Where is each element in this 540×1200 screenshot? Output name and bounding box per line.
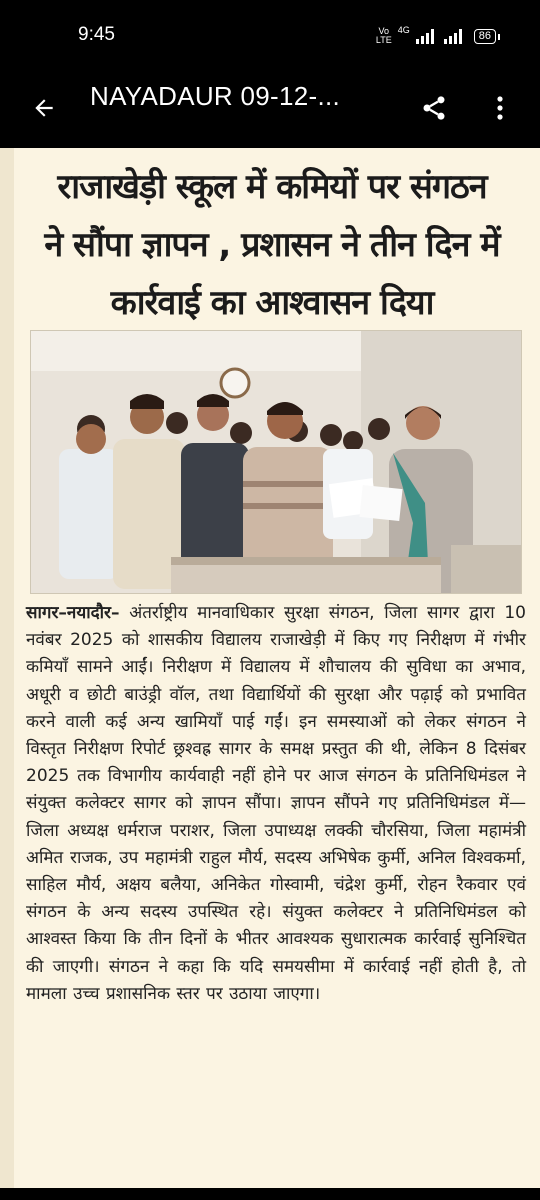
status-time: 9:45	[78, 24, 115, 45]
document-title: NAYADAUR 09-12-...	[90, 81, 341, 111]
article-dateline: सागर–नयादौर–	[26, 603, 120, 623]
headline-line-3: कार्रवाई का आश्वासन दिया	[110, 283, 434, 323]
app-bar	[0, 72, 540, 148]
back-button[interactable]	[26, 90, 62, 126]
more-vertical-icon	[496, 95, 504, 121]
share-button[interactable]	[414, 88, 454, 128]
article-text: अंतर्राष्ट्रीय मानवाधिकार सुरक्षा संगठन, जिला सागर द्वारा 10 नवंबर 2025 को शासकीय विद्यालय राजाखेड़ी में किए गए निरीक्षण में गंभीर कमियाँ सामने आईं। निरीक्षण में विद्यालय में शौचालय की सुविधा का अभाव, अधूरी व छोटी बाउंड्री वॉल, तथा विद्यार्थियों की सुरक्षा और पढ़ाई को प्रभावित करने वाली कई अन्य खामियाँ पाई गईं। इन समस्याओं को लेकर संगठन ने विस्तृत निरीक्षण रिपोर्ट छ्रश्वह्र सागर के समक्ष प्रस्तुत की थी, लेकिन 8 दिसंबर 2025 तक विभागीय कार्यवाही नहीं होने पर आज संगठन के प्रतिनिधिमंडल ने संयुक्त कलेक्टर सागर को ज्ञापन सौंपा। ज्ञापन सौंपने गए प्रतिनिधिमंडल में— जिला अध्यक्ष धर्मराज पराशर, जिला उपाध्यक्ष लक्की चौरसिया, जिला महामंत्री अमित राजक, उप महामंत्री राहुल मौर्य, सदस्य अभिषेक कुर्मी, अनिल विश्वकर्मा, साहिल मौर्य, अक्षय बलैया, अनिकेत गोस्वामी, चंद्रेश कुर्मी, रोहन रैकवार एवं संगठन के अन्य सदस्य उपस्थित रहे। संयुक्त कलेक्टर ने प्रतिनिधिमंडल को आश्वस्त किया कि तीन दिनों के भीतर आवश्यक सुधारात्मक कार्रवाई सुनिश्चित की जाएगी। संगठन ने कहा कि यदि समयसीमा में कार्रवाई नहीं होती है, तो मामला उच्च प्रशासनिक स्तर पर उठाया जाएगा।	[26, 603, 527, 1004]
status-icons	[376, 26, 496, 46]
battery-icon	[474, 29, 496, 44]
signal-strength-2-icon	[444, 28, 462, 44]
arrow-left-icon	[31, 95, 57, 121]
article-body	[26, 600, 526, 1008]
more-options-button[interactable]	[482, 88, 518, 128]
bottom-edge	[0, 1188, 540, 1200]
article-headline	[22, 158, 522, 332]
status-bar	[0, 0, 540, 72]
battery-level: 86	[478, 29, 491, 42]
volte-indicator: Vo LTE	[375, 26, 392, 45]
network-type-label: 4G	[397, 25, 410, 35]
news-photo	[30, 330, 522, 594]
share-icon	[420, 94, 448, 122]
signal-strength-icon	[416, 28, 434, 44]
headline-line-1: राजाखेड़ी स्कूल में कमियों पर संगठन	[57, 167, 487, 207]
headline-line-2: ने सौंपा ज्ञापन , प्रशासन ने तीन दिन में	[44, 225, 500, 265]
news-clipping	[0, 148, 540, 1188]
